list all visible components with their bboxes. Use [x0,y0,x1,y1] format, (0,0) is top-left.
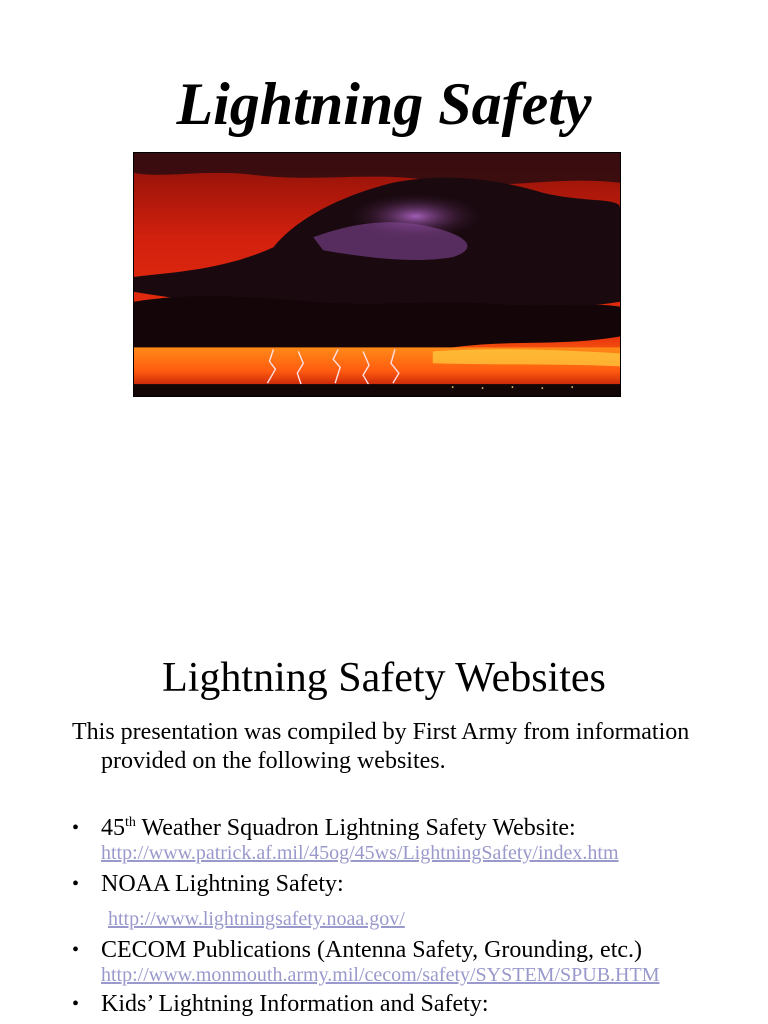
list-item [72,870,752,930]
bullet-marker: • [72,993,80,1015]
list-item-label: NOAA Lightning Safety: [101,871,344,897]
noaa-link[interactable]: http://www.lightningsafety.noaa.gov/ [108,908,405,930]
bullet-marker: • [72,873,80,895]
bullet-marker: • [72,939,80,961]
slide-title: Lightning Safety [176,71,592,137]
websites-slide-title: Lightning Safety Websites [162,655,606,701]
storm-lightning-photo [133,152,621,397]
list-item [72,936,752,986]
intro-text: This presentation was compiled by First Army from information provided on the following websites. [72,719,690,774]
list-item [72,990,752,1018]
list-item-label: CECOM Publications (Antenna Safety, Grounding, etc.) [101,937,643,963]
websites-list [72,814,752,1018]
list-item-label: 45th Weather Squadron Lightning Safety Website: [101,815,576,841]
list-item-label: Kids’ Lightning Information and Safety: [101,991,489,1017]
bullet-marker: • [72,817,80,839]
cecom-link[interactable]: http://www.monmouth.army.mil/cecom/safety/SYSTEM/SPUB.HTM [101,964,660,986]
weather-squadron-link[interactable]: http://www.patrick.af.mil/45og/45ws/LightningSafety/index.htm [101,842,619,864]
list-item [72,814,752,864]
